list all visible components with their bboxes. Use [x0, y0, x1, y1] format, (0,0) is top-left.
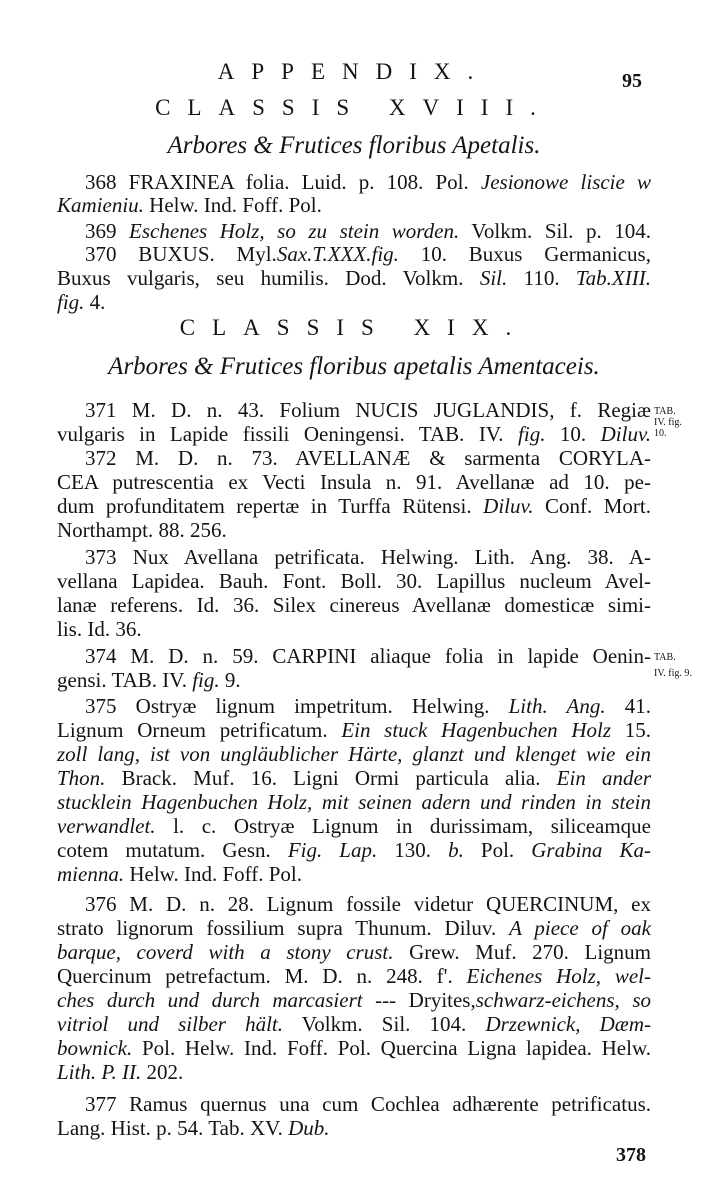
margin-note-374-tab: TAB.	[654, 652, 676, 663]
entry-375-line6: verwandlet. l. c. Ostryæ Lignum in durissimam, siliceamque	[57, 814, 651, 838]
entry-371-line1: 371 M. D. n. 43. Folium NUCIS JUGLANDIS, f. Regiæ	[85, 398, 651, 422]
entry-374-line2: gensi. TAB. IV. fig. 9.	[57, 668, 241, 692]
entry-376-line7: bownick. Pol. Helw. Ind. Foff. Pol. Quercina Ligna lapidea. Helw.	[57, 1036, 651, 1060]
entry-375-line1: 375 Ostryæ lignum impetritum. Helwing. Lith. Ang. 41.	[85, 694, 652, 718]
appendix-heading: APPENDIX.	[217, 59, 491, 84]
entry-376-line5: ches durch und durch marcasiert --- Dryites,schwarz-eichens, so	[57, 988, 651, 1012]
margin-note-374-fig: IV. fig. 9.	[654, 668, 692, 679]
entry-373-line4: lis. Id. 36.	[57, 617, 142, 641]
class19-subtitle: Arbores & Frutices floribus apetalis Amentaceis.	[108, 353, 600, 380]
catchword: 378	[616, 1144, 646, 1166]
margin-note-371-fig: IV. fig.	[654, 417, 682, 428]
entry-376-line6: vitriol und silber hält. Volkm. Sil. 104. Drzewnick, Dæm-	[57, 1012, 651, 1036]
entry-368-line1: 368 FRAXINEA folia. Luid. p. 108. Pol. Jesionowe liscie w	[85, 170, 651, 194]
entry-376-line8: Lith. P. II. 202.	[57, 1060, 184, 1084]
entry-372-line4: Northampt. 88. 256.	[57, 518, 227, 542]
entry-375-line2: Lignum Orneum petrificatum. Ein stuck Hagenbuchen Holz 15.	[57, 718, 652, 742]
margin-note-371-num: 10.	[654, 428, 667, 439]
entry-376-line1: 376 M. D. n. 28. Lignum fossile videtur QUERCINUM, ex	[85, 892, 651, 916]
page-number: 95	[622, 70, 642, 92]
class19-heading: CLASSIS XIX.	[179, 315, 529, 340]
entry-377-line1: 377 Ramus quernus una cum Cochlea adhærente petrificatus.	[85, 1092, 651, 1116]
entry-369-line1: 369 Eschenes Holz, so zu stein worden. Volkm. Sil. p. 104.	[85, 219, 651, 243]
entry-376-line3: barque, coverd with a stony crust. Grew. Muf. 270. Lignum	[57, 940, 651, 964]
entry-368-line2: Kamieniu. Helw. Ind. Foff. Pol.	[57, 193, 322, 217]
entry-370-line2: Buxus vulgaris, seu humilis. Dod. Volkm. Sil. 110. Tab.XIII.	[57, 266, 651, 290]
entry-371-line2: vulgaris in Lapide fissili Oeningensi. TAB. IV. fig. 10. Diluv.	[57, 422, 651, 446]
entry-375-line4: Thon. Brack. Muf. 16. Ligni Ormi particula alia. Ein ander	[57, 766, 651, 790]
class18-subtitle: Arbores & Frutices floribus Apetalis.	[167, 132, 541, 159]
entry-372-line1: 372 M. D. n. 73. AVELLANÆ & sarmenta CORYLA-	[85, 446, 651, 470]
entry-375-line5: stucklein Hagenbuchen Holz, mit seinen adern und rinden in stein	[57, 790, 651, 814]
entry-375-line7: cotem mutatum. Gesn. Fig. Lap. 130. b. Pol. Grabina Ka-	[57, 838, 651, 862]
entry-373-line1: 373 Nux Avellana petrificata. Helwing. Lith. Ang. 38. A-	[85, 545, 651, 569]
entry-373-line3: lanæ referens. Id. 36. Silex cinereus Avellanæ domesticæ simi-	[57, 593, 651, 617]
entry-372-line2: CEA putrescentia ex Vecti Insula n. 91. Avellanæ ad 10. pe-	[57, 470, 651, 494]
entry-372-line3: dum profunditatem repertæ in Turffa Rütensi. Diluv. Conf. Mort.	[57, 494, 652, 518]
margin-note-371-tab: TAB.	[654, 406, 676, 417]
entry-375-line3: zoll lang, ist von ungläublicher Härte, glanzt und klenget wie ein	[57, 742, 651, 766]
entry-370-line3: fig. 4.	[57, 290, 106, 314]
entry-374-line1: 374 M. D. n. 59. CARPINI aliaque folia in lapide Oenin-	[85, 644, 651, 668]
entry-377-line2: Lang. Hist. p. 54. Tab. XV. Dub.	[57, 1116, 330, 1140]
entry-375-line8: mienna. Helw. Ind. Foff. Pol.	[57, 862, 302, 886]
entry-376-line4: Quercinum petrefactum. M. D. n. 248. f'. Eichenes Holz, wel-	[57, 964, 652, 988]
entry-370-line1: 370 BUXUS. Myl.Sax.T.XXX.fig. 10. Buxus Germanicus,	[85, 242, 651, 266]
entry-373-line2: vellana Lapidea. Bauh. Font. Boll. 30. Lapillus nucleum Avel-	[57, 569, 651, 593]
entry-376-line2: strato lignorum fossilium supra Thunum. Diluv. A piece of oak	[57, 916, 651, 940]
class18-heading: CLASSIS XVIII.	[155, 95, 553, 120]
